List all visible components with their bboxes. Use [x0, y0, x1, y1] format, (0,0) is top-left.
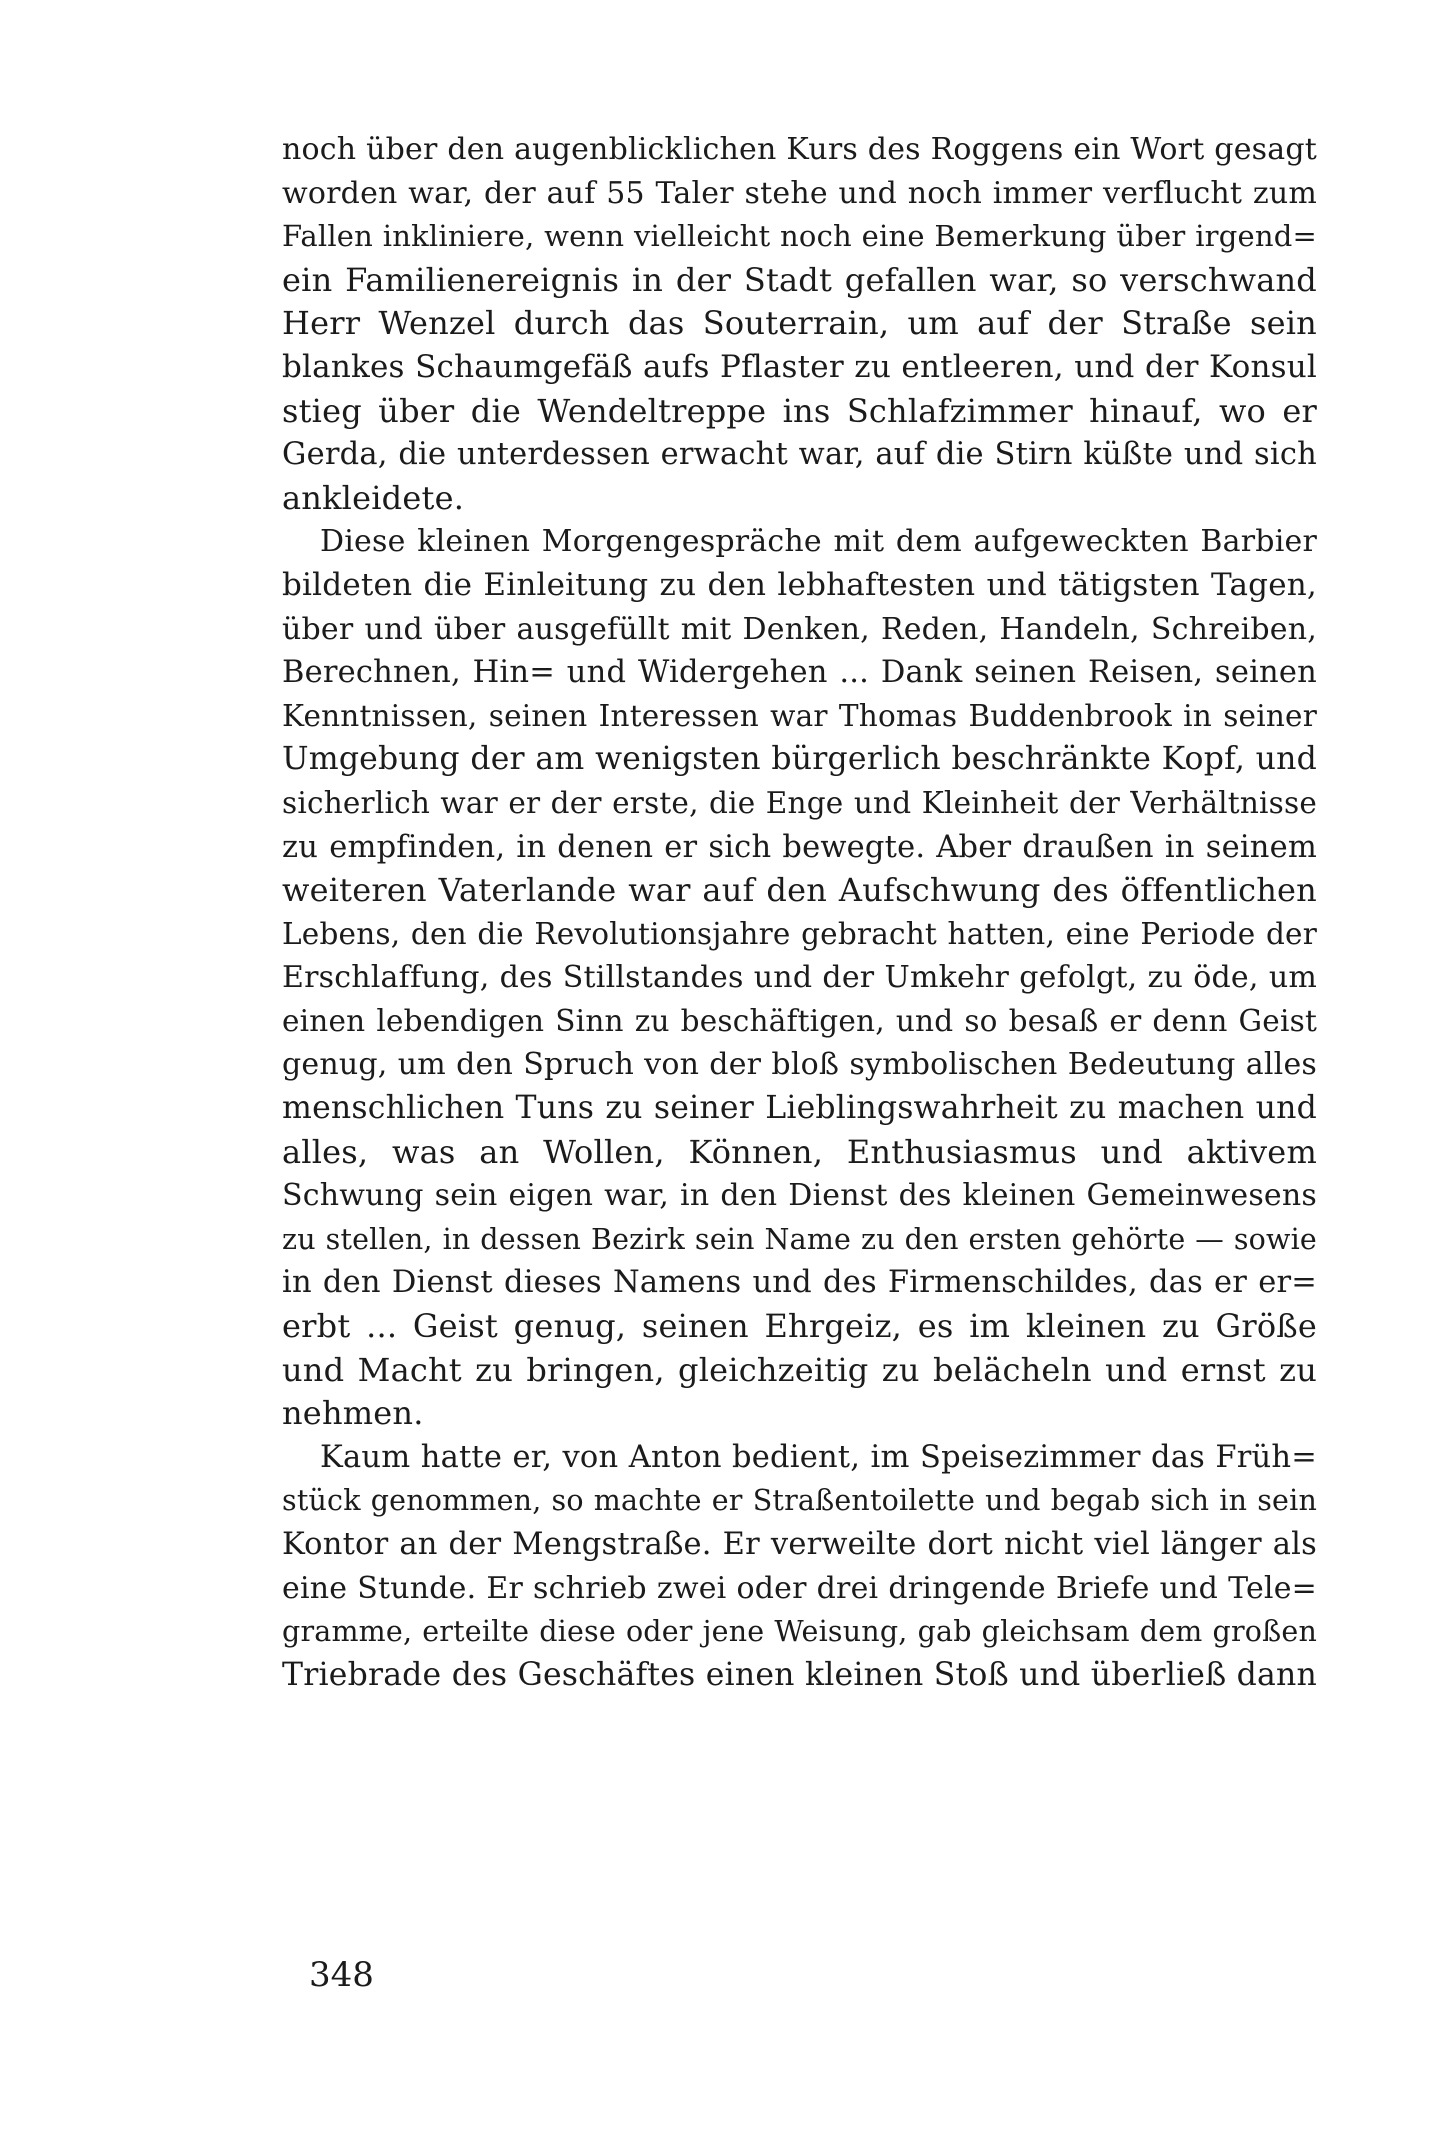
text-line: gramme, erteilte diese oder jene Weisung, gab gleichsam dem großen [282, 1615, 1317, 1649]
text-line: noch über den augenblicklichen Kurs des Roggens ein Wort gesagt [282, 132, 1317, 167]
text-line: genug, um den Spruch von der bloß symbolischen Bedeutung alles [282, 1047, 1317, 1083]
text-line: sicherlich war er der erste, die Enge und Kleinheit der Verhältnisse [282, 785, 1317, 820]
text-line: worden war, der auf 55 Taler stehe und noch immer verflucht zum [282, 175, 1317, 211]
page-number: 348 [309, 1955, 374, 1995]
text-line: einen lebendigen Sinn zu beschäftigen, und so besaß er denn Geist [282, 1003, 1317, 1038]
text-line: Triebrade des Geschäftes einen kleinen Stoß und überließ dann [282, 1656, 1317, 1693]
text-line: Kontor an der Mengstraße. Er verweilte dort nicht viel länger als [282, 1527, 1317, 1562]
text-line: eine Stunde. Er schrieb zwei oder drei dringende Briefe und Tele= [282, 1570, 1317, 1606]
text-line: Lebens, den die Revolutionsjahre gebracht hatten, eine Periode der [282, 916, 1317, 951]
text-line: Schwung sein eigen war, in den Dienst des kleinen Gemeinwesens [282, 1178, 1317, 1214]
text-line: über und über ausgefüllt mit Denken, Reden, Handeln, Schreiben, [282, 611, 1317, 647]
text-line: Umgebung der am wenigsten bürgerlich beschränkte Kopf, und [282, 741, 1317, 778]
text-line: zu empfinden, in denen er sich bewegte. Aber draußen in seinem [282, 829, 1317, 865]
text-line: und Macht zu bringen, gleichzeitig zu belächeln und ernst zu [282, 1350, 1317, 1389]
text-line: Herr Wenzel durch das Souterrain, um auf der Straße sein [282, 304, 1317, 343]
text-line: ein Familienereignis in der Stadt gefallen war, so verschwand [282, 260, 1317, 299]
text-line: ankleidete. [282, 478, 465, 517]
text-line: Kenntnissen, seinen Interessen war Thomas Buddenbrook in seiner [282, 698, 1317, 733]
text-line: weiteren Vaterlande war auf den Aufschwung des öffentlichen [282, 871, 1317, 910]
text-line: zu stellen, in dessen Bezirk sein Name zu den ersten gehörte — sowie [282, 1222, 1317, 1256]
text-line: stück genommen, so machte er Straßentoilette und begab sich in sein [282, 1484, 1317, 1518]
text-line: Berechnen, Hin= und Widergehen ... Dank seinen Reisen, seinen [282, 655, 1317, 691]
text-line: Erschlaffung, des Stillstandes und der Umkehr gefolgt, zu öde, um [282, 960, 1317, 996]
text-line: Gerda, die unterdessen erwacht war, auf die Stirn küßte und sich [282, 437, 1317, 473]
text-line: nehmen. [282, 1394, 424, 1433]
body-text [282, 128, 1317, 1697]
text-line: Diese kleinen Morgengespräche mit dem aufgeweckten Barbier [320, 524, 1317, 560]
text-line: stieg über die Wendeltreppe ins Schlafzimmer hinauf, wo er [282, 391, 1317, 430]
text-line: Fallen inkliniere, wenn vielleicht noch eine Bemerkung über irgend= [282, 219, 1317, 254]
text-line: alles, was an Wollen, Können, Enthusiasmus und aktivem [282, 1132, 1317, 1171]
text-line: blankes Schaumgefäß aufs Pflaster zu entleeren, und der Konsul [282, 348, 1317, 385]
text-line: in den Dienst dieses Namens und des Firmenschildes, das er er= [282, 1265, 1317, 1301]
text-line: erbt ... Geist genug, seinen Ehrgeiz, es im kleinen zu Größe [282, 1307, 1317, 1346]
text-line: bildeten die Einleitung zu den lebhaftesten und tätigsten Tagen, [282, 566, 1317, 603]
text-line: menschlichen Tuns zu seiner Lieblingswahrheit zu machen und [282, 1090, 1317, 1127]
text-line: Kaum hatte er, von Anton bedient, im Speisezimmer das Früh= [320, 1439, 1317, 1475]
